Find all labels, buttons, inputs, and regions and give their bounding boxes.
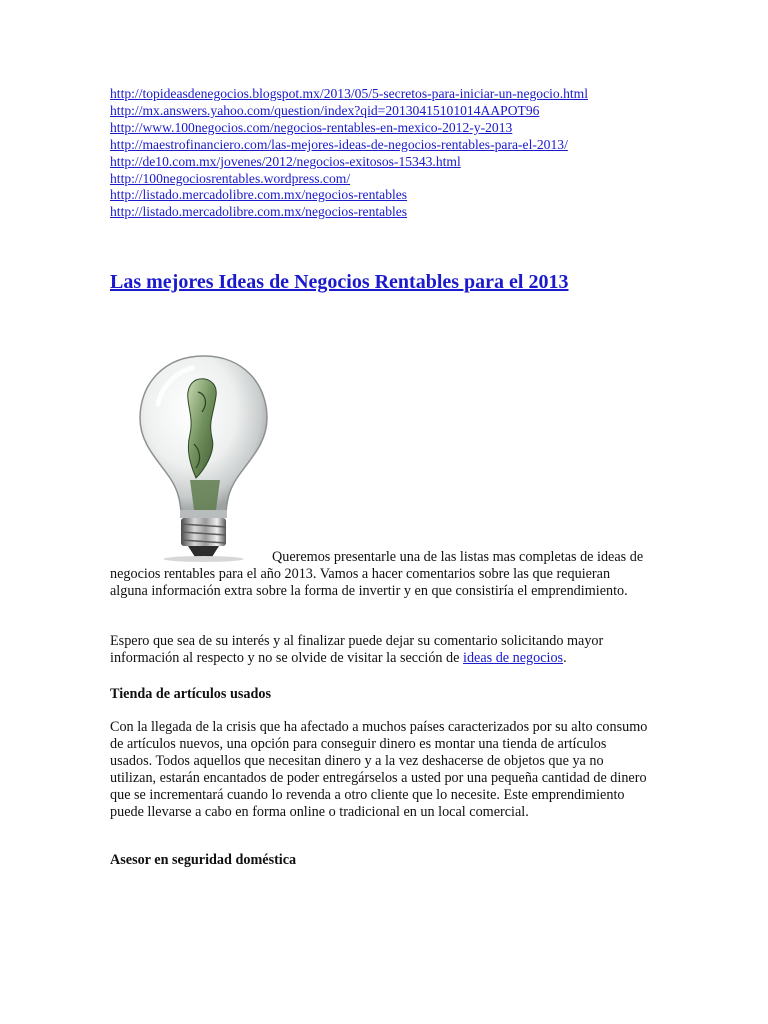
section-heading: Tienda de artículos usados [110,686,271,702]
link-item[interactable]: http://topideasdenegocios.blogspot.mx/2013/05/5-secretos-para-iniciar-un-negocio.html [110,86,589,101]
intro-text: Queremos presentarle una de las listas mas completas de ideas de negocios rentables para el año 2013. Vamos a hacer comentarios sobre las que requieran alguna información extra sobre la forma de invertir y en que consistiría el emprendimiento. [110,549,644,599]
second-paragraph [110,633,650,667]
link-item[interactable]: http://100negociosrentables.wordpress.com/ [110,170,351,186]
link-list [110,86,588,221]
article-title[interactable]: Las mejores Ideas de Negocios Rentables para el 2013 [110,271,569,293]
ideas-link[interactable]: ideas de negocios [463,650,564,666]
section-heading: Asesor en seguridad doméstica [110,852,297,868]
section-body: Con la llegada de la crisis que ha afectado a muchos países caracterizados por su alto consumo de artículos nuevos, una opción para conseguir dinero es montar una tienda de artículos usados. Todos aquellos que necesitan dinero y a la vez deshacerse de objetos que ya no utilizan, estarán encantados de poder entregárselos a usted por una pequeña cantidad de dinero que se incrementará cuando lo revenda a otro cliente que lo necesite. Este emprendimiento puede llevarse a cabo en forma online o tradicional en un local comercial. [110,719,648,820]
link-item[interactable]: http://de10.com.mx/jovenes/2012/negocios-exitosos-15343.html [110,153,461,169]
intro-paragraph [110,549,650,600]
link-item[interactable]: http://listado.mercadolibre.com.mx/negocios-rentables [110,187,408,203]
link-item[interactable]: http://listado.mercadolibre.com.mx/negocios-rentables [110,204,408,220]
paragraph-text: Espero que sea de su interés y al finalizar puede dejar su comentario solicitando mayor información al respecto y no se olvide de visitar la sección de [110,633,604,666]
paragraph-end: . [563,650,567,666]
link-item[interactable]: http://www.100negocios.com/negocios-rentables-en-mexico-2012-y-2013 [110,119,513,135]
link-item[interactable]: http://maestrofinanciero.com/las-mejores-ideas-de-negocios-rentables-para-el-2013/ [110,136,568,152]
link-item[interactable]: http://mx.answers.yahoo.com/question/index?qid=20130415101014AAPOT96 [110,102,540,118]
lightbulb-with-money-icon [136,352,271,562]
